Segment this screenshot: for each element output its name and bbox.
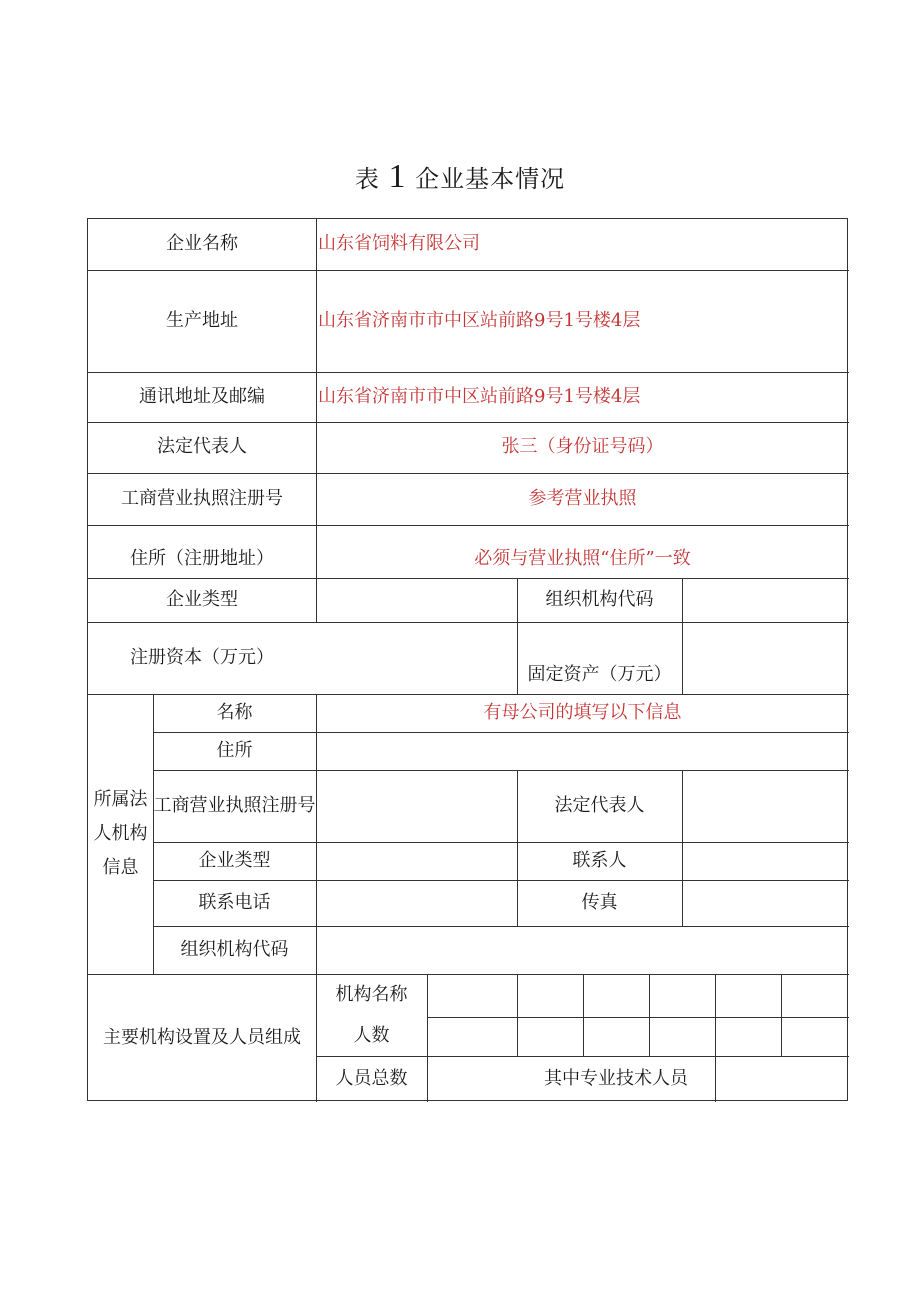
org-section-label: 主要机构设置及人员组成 [103, 1026, 301, 1048]
tech-staff-field[interactable] [715, 1056, 849, 1102]
org-name-cell[interactable] [427, 974, 517, 1017]
parent-residence-field[interactable] [316, 732, 849, 770]
parent-name-value: 有母公司的填写以下信息 [483, 701, 682, 723]
org-name-label: 机构名称 [335, 984, 408, 1006]
parent-residence-label: 住所 [216, 739, 253, 761]
capital-label: 注册资本（万元） [130, 646, 274, 668]
org-count-label: 人数 [353, 1025, 390, 1047]
residence-label: 住所（注册地址） [130, 547, 274, 569]
fixed-assets-label: 固定资产（万元） [527, 663, 672, 685]
title-prefix: 表 [354, 165, 380, 193]
legal-rep-label: 法定代表人 [157, 436, 247, 458]
total-staff-label: 人员总数 [335, 1067, 408, 1089]
mailing-address-value: 山东省济南市市中区站前路9号1号楼4层 [318, 385, 641, 407]
mailing-address-label: 通讯地址及邮编 [139, 385, 265, 407]
parent-phone-label: 联系电话 [198, 891, 271, 913]
org-name-cell[interactable] [517, 974, 583, 1017]
parent-legal-rep-label: 法定代表人 [554, 794, 645, 816]
company-info-table [87, 218, 848, 1101]
title-suffix: 企业基本情况 [415, 165, 566, 193]
production-address-value: 山东省济南市市中区站前路9号1号楼4层 [318, 309, 641, 331]
production-address-label: 生产地址 [166, 309, 238, 331]
business-license-value: 参考营业执照 [528, 487, 637, 509]
business-license-label: 工商营业执照注册号 [121, 487, 283, 509]
org-name-cell[interactable] [649, 974, 715, 1017]
residence-value: 必须与营业执照“住所”一致 [474, 547, 691, 569]
parent-info-group-label: 所属法人机构信息 [93, 788, 148, 879]
parent-license-field[interactable] [316, 770, 517, 842]
org-name-cell[interactable] [583, 974, 649, 1017]
org-count-cell[interactable] [781, 1017, 849, 1056]
parent-fax-label: 传真 [581, 891, 618, 913]
title-number: 1 [388, 158, 407, 195]
page-title [0, 158, 920, 196]
parent-type-field[interactable] [316, 842, 517, 880]
parent-phone-field[interactable] [316, 880, 517, 926]
org-count-cell[interactable] [583, 1017, 649, 1056]
org-name-cell[interactable] [715, 974, 781, 1017]
org-count-cell[interactable] [517, 1017, 583, 1056]
parent-contact-label: 联系人 [572, 849, 627, 871]
org-count-cell[interactable] [649, 1017, 715, 1056]
org-count-cell[interactable] [715, 1017, 781, 1056]
parent-name-label: 名称 [216, 701, 253, 723]
parent-legal-rep-field[interactable] [682, 770, 849, 842]
company-type-label: 企业类型 [166, 588, 238, 610]
parent-org-code-field[interactable] [316, 926, 849, 974]
capital-field[interactable] [316, 622, 517, 694]
org-count-cell[interactable] [427, 1017, 517, 1056]
org-code-field[interactable] [682, 578, 849, 622]
parent-fax-field[interactable] [682, 880, 849, 926]
parent-org-code-label: 组织机构代码 [180, 938, 289, 960]
tech-staff-label: 其中专业技术人员 [544, 1067, 688, 1089]
company-name-value: 山东省饲料有限公司 [318, 233, 480, 255]
parent-type-label: 企业类型 [198, 849, 271, 871]
parent-contact-field[interactable] [682, 842, 849, 880]
fixed-assets-field[interactable] [682, 622, 849, 694]
legal-rep-value: 张三（身份证号码） [501, 436, 664, 458]
total-staff-field[interactable] [427, 1056, 517, 1102]
company-type-field[interactable] [316, 578, 517, 622]
company-name-label: 企业名称 [166, 233, 238, 255]
org-code-label: 组织机构代码 [545, 588, 654, 610]
parent-license-label: 工商营业执照注册号 [153, 795, 316, 817]
org-name-cell[interactable] [781, 974, 849, 1017]
